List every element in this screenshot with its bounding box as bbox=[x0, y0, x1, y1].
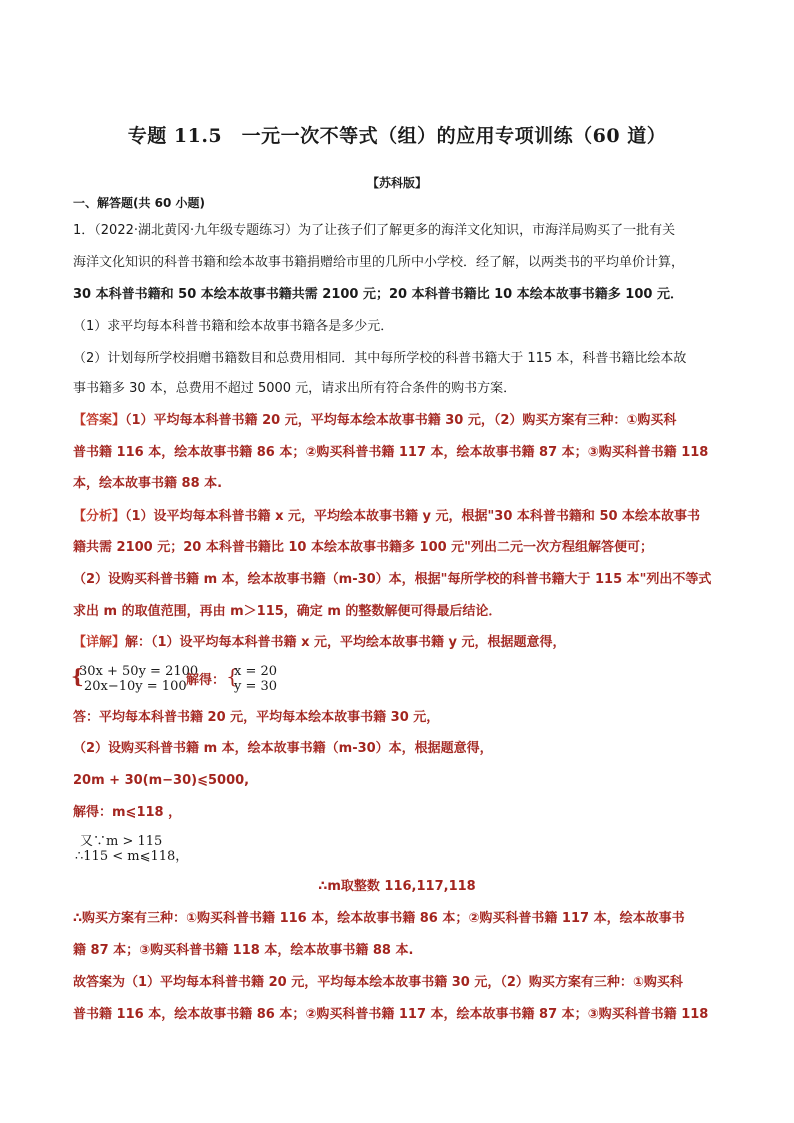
equation-2: 20x−10y = 100 bbox=[84, 679, 187, 694]
system-brace: { bbox=[71, 664, 84, 688]
edition-label: 【苏科版】 bbox=[366, 176, 427, 190]
problem-line-1: 1．（2022·湖北黄冈·九年级专题练习）为了让孩子们了解更多的海洋文化知识，市海洋局购买了一批有关 bbox=[73, 223, 676, 238]
analysis-line-2: 籍共需 2100 元；20 本科普书籍比 10 本绘本故事书籍多 100 元"列出二元一次方程组解答便可； bbox=[73, 540, 653, 555]
solve-word: 解得： bbox=[186, 673, 226, 688]
solution-x: x = 20 bbox=[234, 664, 278, 679]
plans-line-2: 籍 87 本；③购买科普书籍 118 本，绘本故事书籍 88 本. bbox=[73, 943, 414, 958]
answer-tag: 【答案】 bbox=[73, 413, 126, 428]
m-range: ∴115 < m⩽118， bbox=[75, 849, 189, 864]
inequality-solution: 解得：m⩽118 ， bbox=[73, 805, 182, 820]
detail-tag: 【详解】 bbox=[73, 635, 126, 650]
answer-line-2: 普书籍 116 本，绘本故事书籍 86 本；②购买科普书籍 117 本，绘本故事书籍 87 本；③购买科普书籍 118 bbox=[73, 445, 709, 460]
also-condition: 又∵m > 115 bbox=[80, 834, 163, 849]
integer-values: ∴m取整数 116,117,118 bbox=[318, 879, 476, 894]
question-2-line-2: 事书籍多 30 本，总费用不超过 5000 元，请求出所有符合条件的购书方案． bbox=[73, 381, 517, 396]
part-2-setup: （2）设购买科普书籍 m 本，绘本故事书籍（m-30）本，根据题意得， bbox=[73, 741, 493, 756]
detail-text-1: 解：（1）设平均每本科普书籍 x 元，平均绘本故事书籍 y 元，根据题意得， bbox=[125, 635, 566, 650]
answer-text-1: （1）平均每本科普书籍 20 元，平均每本绘本故事书籍 30 元，（2）购买方案有三种：①购买科 bbox=[125, 413, 677, 428]
analysis-text-1: （1）设平均每本科普书籍 x 元，平均绘本故事书籍 y 元，根据"30 本科普书籍和 50 本绘本故事书 bbox=[125, 509, 701, 524]
section-heading: 一、解答题(共 60 小题) bbox=[73, 196, 206, 210]
problem-line-2: 海洋文化知识的科普书籍和绘本故事书籍捐赠给市里的几所中小学校．经了解，以两类书的平均单价计算， bbox=[73, 255, 685, 270]
solution-brace: { bbox=[226, 664, 239, 688]
document-title: 专题 11.5 一元一次不等式（组）的应用专项训练（60 道） bbox=[127, 125, 667, 147]
analysis-line-1 bbox=[73, 508, 700, 526]
analysis-line-3: （2）设购买科普书籍 m 本，绘本故事书籍（m-30）本，根据"每所学校的科普书籍大于 115 本"列出不等式 bbox=[73, 572, 712, 587]
analysis-tag: 【分析】 bbox=[73, 509, 126, 524]
answer-part-1: 答：平均每本科普书籍 20 元，平均每本绘本故事书籍 30 元， bbox=[73, 710, 440, 725]
final-answer-line-1: 故答案为（1）平均每本科普书籍 20 元，平均每本绘本故事书籍 30 元，（2）购买方案有三种：①购买科 bbox=[73, 975, 683, 990]
plans-line-1: ∴购买方案有三种：①购买科普书籍 116 本，绘本故事书籍 86 本；②购买科普书籍 117 本，绘本故事书 bbox=[73, 911, 685, 926]
answer-line-3: 本，绘本故事书籍 88 本. bbox=[73, 476, 223, 491]
question-2-line-1: （2）计划每所学校捐赠书籍数目和总费用相同．其中每所学校的科普书籍大于 115 本，科普书籍比绘本故 bbox=[73, 351, 687, 366]
final-answer-line-2: 普书籍 116 本，绘本故事书籍 86 本；②购买科普书籍 117 本，绘本故事书籍 87 本；③购买科普书籍 118 bbox=[73, 1007, 709, 1022]
solution-y: y = 30 bbox=[234, 679, 278, 694]
detail-line-1 bbox=[73, 634, 566, 652]
equation-1: 30x + 50y = 2100 bbox=[79, 664, 199, 679]
problem-line-3: 30 本科普书籍和 50 本绘本故事书籍共需 2100 元；20 本科普书籍比 10 本绘本故事书籍多 100 元． bbox=[73, 287, 683, 302]
inequality: 20m + 30(m−30)⩽5000, bbox=[73, 773, 250, 788]
answer-line-1 bbox=[73, 412, 676, 430]
question-1: （1）求平均每本科普书籍和绘本故事书籍各是多少元． bbox=[73, 319, 394, 334]
analysis-line-4: 求出 m 的取值范围，再由 m＞115，确定 m 的整数解便可得最后结论． bbox=[73, 604, 502, 619]
